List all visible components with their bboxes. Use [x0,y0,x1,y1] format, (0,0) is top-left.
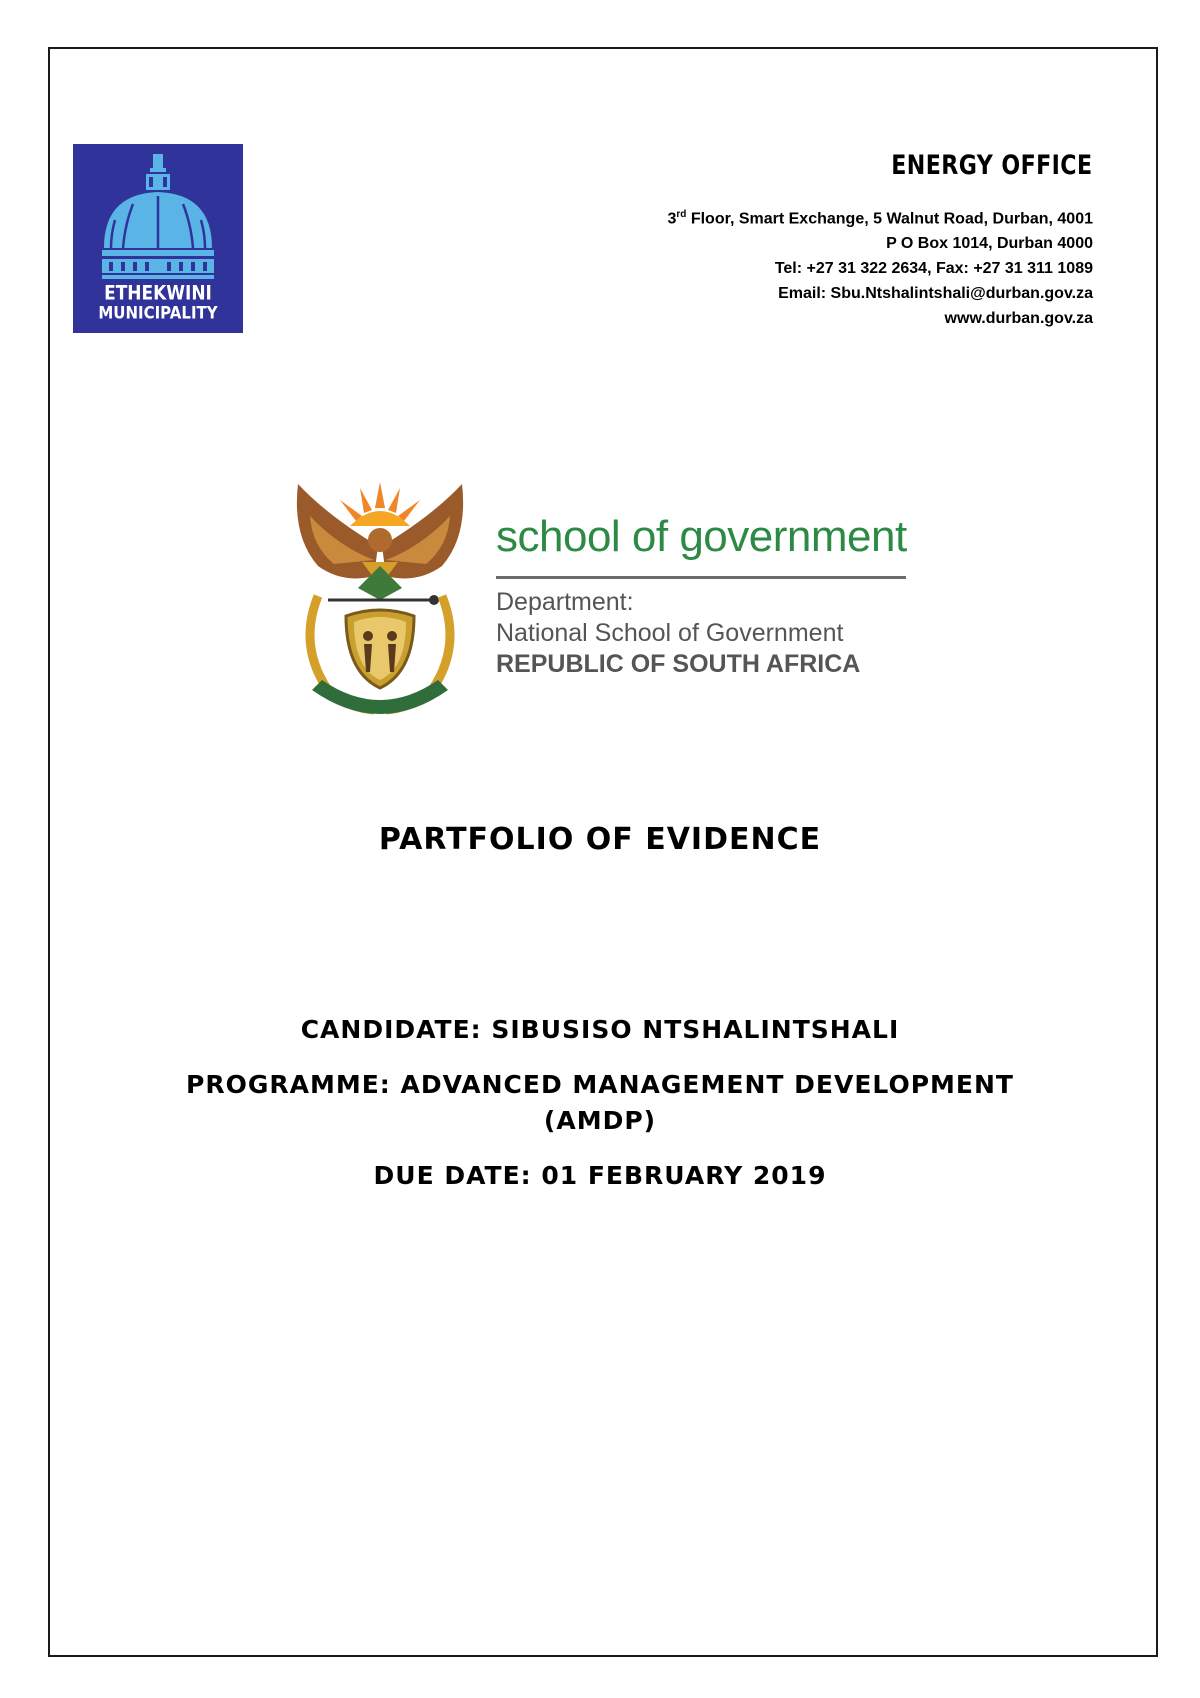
nsg-name: school of government [496,512,907,561]
nsg-dept-name: National School of Government [496,619,844,647]
phone-fax-line: Tel: +27 31 322 2634, Fax: +27 31 311 1089 [774,260,1093,278]
due-date-line: DUE DATE: 01 FEBRUARY 2019 [373,1161,827,1190]
office-title: ENERGY OFFICE [891,150,1093,181]
nsg-dept-label: Department: [496,588,634,616]
address-line: 3rd Floor, Smart Exchange, 5 Walnut Road, Durban, 4001 [667,209,1093,228]
logo-text-ethekwini: ETHEKWINI [104,282,212,306]
nsg-logo-block [288,476,928,721]
po-box-line: P O Box 1014, Durban 4000 [886,235,1093,253]
programme-line-1: PROGRAMME: ADVANCED MANAGEMENT DEVELOPMENT [186,1070,1014,1099]
office-address-block [667,150,1093,331]
nsg-divider [496,576,906,579]
nsg-text [496,512,916,680]
candidate-line: CANDIDATE: SIBUSISO NTSHALINTSHALI [300,1015,900,1044]
candidate-details [140,1012,1060,1213]
programme-line [140,1067,1060,1139]
coat-of-arms-icon [288,476,472,721]
logo-text-municipality: MUNICIPALITY [98,302,218,323]
email-line: Email: Sbu.Ntshalintshali@durban.gov.za [778,285,1093,303]
document-title: PARTFOLIO OF EVIDENCE [378,822,822,857]
ethekwini-municipality-logo [73,144,243,333]
website-line: www.durban.gov.za [944,310,1093,328]
programme-line-2: (AMDP) [543,1106,657,1135]
nsg-country: REPUBLIC OF SOUTH AFRICA [496,650,861,678]
